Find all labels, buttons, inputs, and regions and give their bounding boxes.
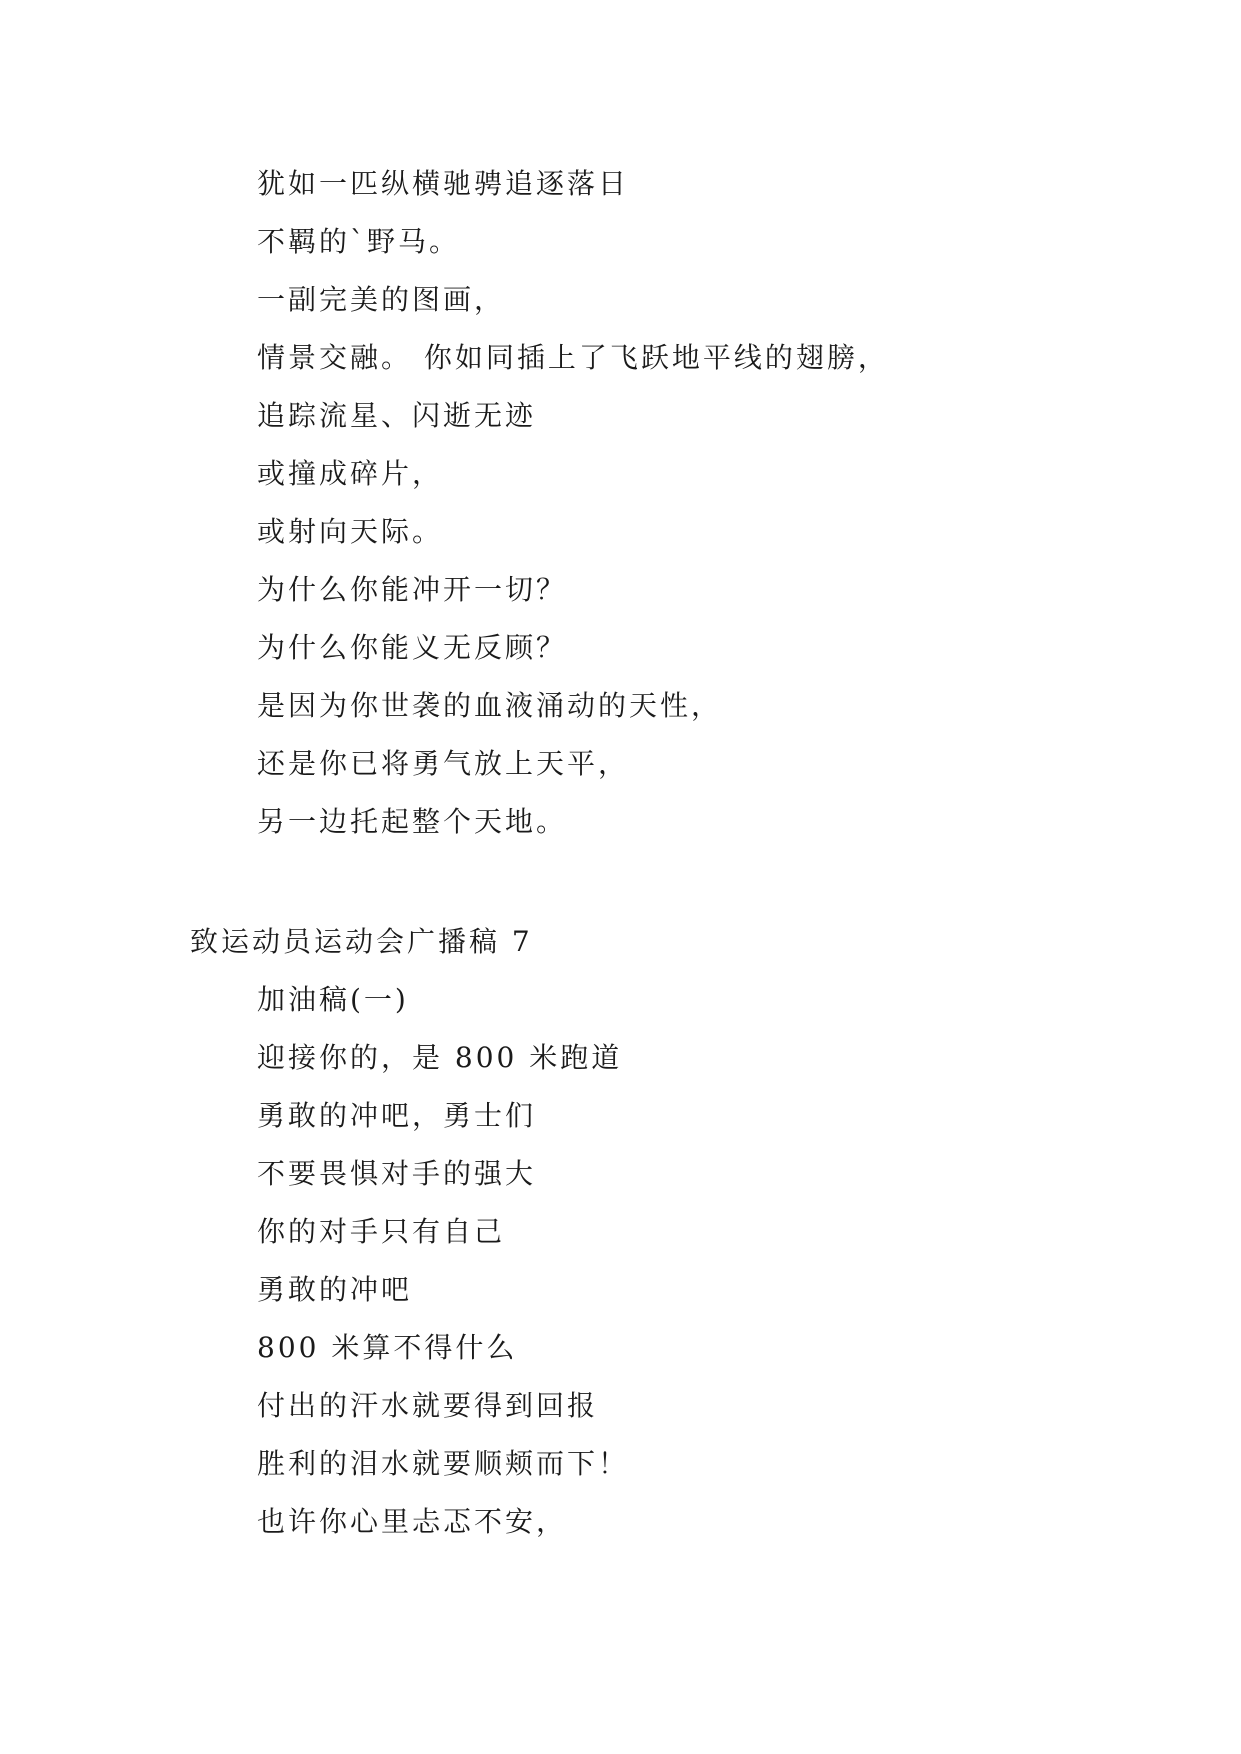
cheer-line: 不要畏惧对手的强大 bbox=[257, 1157, 537, 1190]
poem-line: 犹如一匹纵横驰骋追逐落日 bbox=[257, 167, 630, 200]
poem-line: 另一边托起整个天地。 bbox=[257, 805, 568, 838]
cheer-line: 也许你心里忐忑不安， bbox=[257, 1505, 568, 1538]
section-title: 致运动员运动会广播稿 7 bbox=[190, 925, 533, 958]
poem-line: 不羁的`野马。 bbox=[257, 225, 461, 258]
poem-line: 是因为你世袭的血液涌动的天性， bbox=[257, 689, 723, 722]
cheer-line: 付出的汗水就要得到回报 bbox=[257, 1389, 599, 1422]
cheer-line: 勇敢的冲吧，勇士们 bbox=[257, 1099, 537, 1132]
poem-line: 追踪流星、闪逝无迹 bbox=[257, 399, 537, 432]
cheer-line: 胜利的泪水就要顺颊而下！ bbox=[257, 1447, 630, 1480]
poem-line: 为什么你能义无反顾？ bbox=[257, 631, 568, 664]
poem-line: 或撞成碎片， bbox=[257, 457, 444, 490]
cheer-line: 加油稿(一) bbox=[257, 983, 409, 1016]
poem-line: 还是你已将勇气放上天平， bbox=[257, 747, 630, 780]
poem-line: 情景交融。 你如同插上了飞跃地平线的翅膀， bbox=[257, 341, 889, 374]
cheer-line: 你的对手只有自己 bbox=[257, 1215, 506, 1248]
poem-line: 一副完美的图画， bbox=[257, 283, 506, 316]
poem-line: 或射向天际。 bbox=[257, 515, 444, 548]
cheer-line: 800 米算不得什么 bbox=[257, 1331, 518, 1364]
cheer-line: 勇敢的冲吧 bbox=[257, 1273, 413, 1306]
poem-line: 为什么你能冲开一切？ bbox=[257, 573, 568, 606]
cheer-line: 迎接你的，是 800 米跑道 bbox=[257, 1041, 623, 1074]
